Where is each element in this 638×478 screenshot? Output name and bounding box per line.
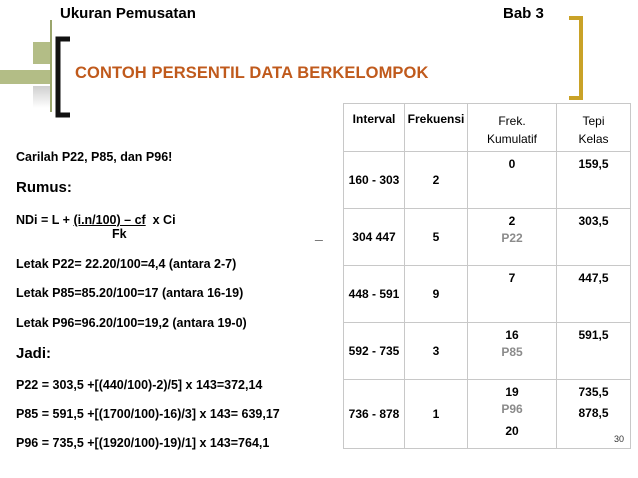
cell-kumulatif xyxy=(468,266,557,323)
decor-vertical-line xyxy=(50,20,52,112)
cell-tepi: 303,5 xyxy=(557,209,631,266)
header-frek-kumulatif: Frek. Kumulatif xyxy=(468,104,557,152)
slide-title: CONTOH PERSENTIL DATA BERKELOMPOK xyxy=(75,64,429,82)
tepi-final-value: 878,5 xyxy=(578,406,609,421)
formula-suffix: x Ci xyxy=(145,213,176,227)
cell-kumulatif xyxy=(468,323,557,380)
kumulatif-value: 19 xyxy=(505,385,519,399)
letak-p85: Letak P85=85.20/100=17 (antara 16-19) xyxy=(16,286,244,300)
formula-denominator: Fk xyxy=(112,227,127,241)
cell-kumulatif xyxy=(468,209,557,266)
cell-frekuensi: 3 xyxy=(405,323,468,380)
kumulatif-value: 16 xyxy=(505,328,519,342)
table-header-row xyxy=(344,104,631,152)
table-row xyxy=(344,266,631,323)
cell-interval: 304 447 xyxy=(344,209,405,266)
result-p22: P22 = 303,5 +[(440/100)-2)/5] x 143=372,14 xyxy=(16,378,263,392)
percentile-table xyxy=(343,103,631,449)
left-bracket-icon xyxy=(53,36,73,118)
header-frekuensi: Frekuensi xyxy=(405,104,468,152)
letak-p96: Letak P96=96.20/100=19,2 (antara 19-0) xyxy=(16,316,247,330)
kumulatif-value: 2 xyxy=(508,214,516,228)
cell-kumulatif xyxy=(468,152,557,209)
tepi-value: 735,5 xyxy=(578,385,609,399)
table-row xyxy=(344,152,631,209)
header-interval: Interval xyxy=(344,104,405,152)
formula-line xyxy=(16,213,176,227)
kumulatif-final-value: 20 xyxy=(505,423,519,438)
jadi-heading: Jadi: xyxy=(16,345,52,362)
cell-tepi: 447,5 xyxy=(557,266,631,323)
cell-tepi xyxy=(557,380,631,449)
cell-frekuensi: 5 xyxy=(405,209,468,266)
cell-interval: 736 - 878 xyxy=(344,380,405,449)
page-number: 30 xyxy=(613,433,624,444)
cell-tepi: 159,5 xyxy=(557,152,631,209)
header-chapter: Bab 3 xyxy=(503,5,544,22)
header-tepi-kelas: Tepi Kelas xyxy=(557,104,631,152)
cell-frekuensi: 9 xyxy=(405,266,468,323)
cell-frekuensi: 1 xyxy=(405,380,468,449)
cell-interval: 160 - 303 xyxy=(344,152,405,209)
result-p85: P85 = 591,5 +[(1700/100)-16)/3] x 143= 639,17 xyxy=(16,407,280,421)
cell-tepi: 591,5 xyxy=(557,323,631,380)
decor-square-top xyxy=(33,42,50,64)
right-bracket-icon xyxy=(566,14,586,102)
decor-square-bottom xyxy=(33,86,50,108)
table-row xyxy=(344,209,631,266)
table-row xyxy=(344,380,631,449)
kumulatif-value: 0 xyxy=(508,157,516,171)
formula-numerator: (i.n/100) – cf xyxy=(73,213,146,227)
rumus-heading: Rumus: xyxy=(16,179,72,196)
letak-p22: Letak P22= 22.20/100=4,4 (antara 2-7) xyxy=(16,257,237,271)
dash-mark: _ xyxy=(315,226,323,242)
result-p96: P96 = 735,5 +[(1920/100)-19)/1] x 143=764,1 xyxy=(16,436,270,450)
decor-green-bar xyxy=(0,70,50,84)
cell-frekuensi: 2 xyxy=(405,152,468,209)
header-topic: Ukuran Pemusatan xyxy=(60,5,196,22)
percentile-note: P96 xyxy=(501,402,523,417)
percentile-note: P85 xyxy=(501,345,523,360)
question-text: Carilah P22, P85, dan P96! xyxy=(16,150,173,164)
formula-prefix: NDi = L + xyxy=(16,213,74,227)
cell-kumulatif xyxy=(468,380,557,449)
cell-interval: 448 - 591 xyxy=(344,266,405,323)
percentile-note: P22 xyxy=(501,231,523,246)
kumulatif-value: 7 xyxy=(508,271,516,285)
table-row xyxy=(344,323,631,380)
cell-interval: 592 - 735 xyxy=(344,323,405,380)
